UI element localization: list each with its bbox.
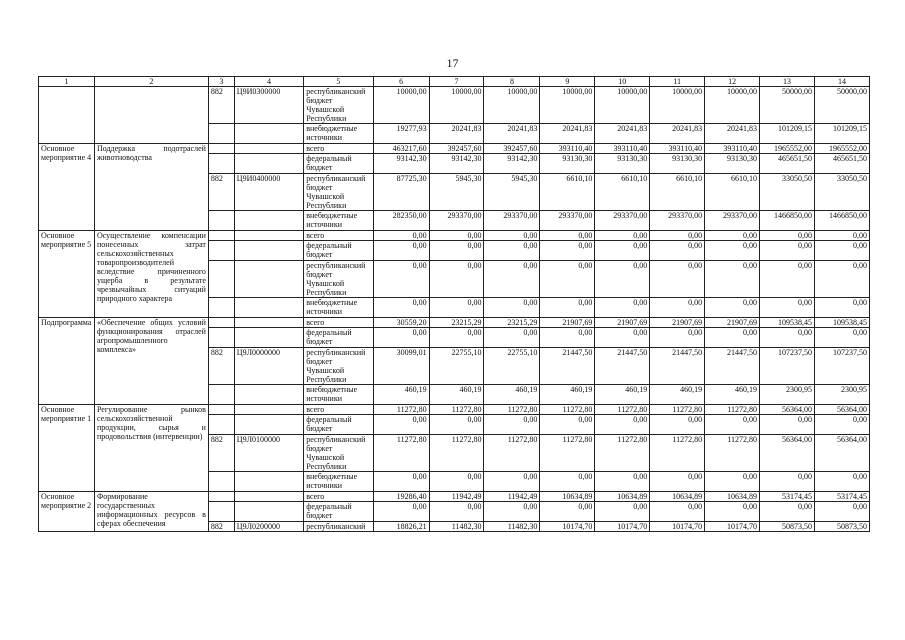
group-cell	[208, 415, 234, 435]
value-cell: 463217,60	[373, 144, 429, 154]
value-cell: 460,19	[705, 385, 760, 405]
value-cell: 0,00	[429, 261, 484, 298]
source-cell: внебюджетные источники	[304, 385, 373, 405]
value-cell: 109538,45	[814, 318, 869, 328]
value-cell: 107237,50	[760, 348, 815, 385]
value-cell: 460,19	[650, 385, 705, 405]
value-cell: 10000,00	[705, 87, 760, 124]
value-cell: 465651,50	[760, 154, 815, 174]
value-cell: 0,00	[595, 328, 650, 348]
value-cell: 0,00	[540, 502, 595, 522]
code-cell: Ц9И0300000	[234, 87, 303, 124]
value-cell: 0,00	[814, 231, 869, 241]
page-number: 17	[446, 56, 459, 70]
value-cell: 6610,10	[705, 174, 760, 211]
value-cell: 11272,80	[373, 405, 429, 415]
column-number-row	[39, 77, 870, 87]
table-row	[39, 492, 870, 502]
value-cell: 0,00	[760, 472, 815, 492]
group-cell	[208, 318, 234, 328]
value-cell: 10000,00	[540, 87, 595, 124]
code-cell	[234, 261, 303, 298]
code-cell	[234, 318, 303, 328]
value-cell: 2300,95	[760, 385, 815, 405]
table-row	[39, 318, 870, 328]
value-cell: 20241,83	[705, 124, 760, 144]
group-cell	[208, 298, 234, 318]
source-cell: федеральный бюджет	[304, 415, 373, 435]
value-cell: 93142,30	[429, 154, 484, 174]
value-cell: 0,00	[650, 231, 705, 241]
column-number: 3	[208, 77, 234, 87]
value-cell: 393110,40	[595, 144, 650, 154]
value-cell: 50000,00	[760, 87, 815, 124]
value-cell: 22755,10	[429, 348, 484, 385]
code-cell	[234, 328, 303, 348]
activity-name-cell: «Обеспечение общих условий функционирования отраслей агропромышленного комплекса»	[94, 318, 208, 405]
value-cell: 0,00	[540, 298, 595, 318]
activity-cell: Подпрограмма	[39, 318, 95, 405]
value-cell: 20241,83	[429, 124, 484, 144]
value-cell: 0,00	[814, 472, 869, 492]
value-cell: 0,00	[705, 502, 760, 522]
value-cell: 0,00	[814, 298, 869, 318]
value-cell: 0,00	[429, 241, 484, 261]
value-cell: 0,00	[595, 415, 650, 435]
value-cell: 11272,80	[540, 435, 595, 472]
value-cell: 6610,10	[650, 174, 705, 211]
column-number: 2	[94, 77, 208, 87]
column-number: 10	[595, 77, 650, 87]
source-cell: федеральный бюджет	[304, 328, 373, 348]
group-cell: 882	[208, 435, 234, 472]
code-cell: Ц9Л0100000	[234, 435, 303, 472]
value-cell: 0,00	[705, 328, 760, 348]
column-number: 13	[760, 77, 815, 87]
source-cell: внебюджетные источники	[304, 472, 373, 492]
code-cell	[234, 124, 303, 144]
value-cell: 101209,15	[814, 124, 869, 144]
value-cell: 0,00	[484, 328, 540, 348]
value-cell: 11482,30	[429, 522, 484, 532]
activity-cell: Основное мероприятие 5	[39, 231, 95, 318]
value-cell: 10174,70	[595, 522, 650, 532]
value-cell: 21447,50	[595, 348, 650, 385]
value-cell: 11272,80	[373, 435, 429, 472]
value-cell: 2300,95	[814, 385, 869, 405]
value-cell: 19286,40	[373, 492, 429, 502]
code-cell: Ц9Л0200000	[234, 522, 303, 532]
value-cell: 10174,70	[540, 522, 595, 532]
value-cell: 11272,80	[484, 405, 540, 415]
column-number: 9	[540, 77, 595, 87]
value-cell: 0,00	[760, 298, 815, 318]
value-cell: 10174,70	[705, 522, 760, 532]
value-cell: 21907,69	[650, 318, 705, 328]
value-cell: 10634,89	[650, 492, 705, 502]
value-cell: 0,00	[760, 415, 815, 435]
value-cell: 6610,10	[540, 174, 595, 211]
value-cell: 293370,00	[540, 211, 595, 231]
value-cell: 0,00	[650, 472, 705, 492]
value-cell: 50873,50	[760, 522, 815, 532]
source-cell: всего	[304, 144, 373, 154]
code-cell	[234, 154, 303, 174]
code-cell	[234, 298, 303, 318]
group-cell: 882	[208, 522, 234, 532]
value-cell: 0,00	[760, 502, 815, 522]
value-cell: 0,00	[760, 241, 815, 261]
value-cell: 23215,29	[429, 318, 484, 328]
column-number: 4	[234, 77, 303, 87]
value-cell: 10634,89	[595, 492, 650, 502]
value-cell: 21447,50	[540, 348, 595, 385]
value-cell: 10000,00	[595, 87, 650, 124]
value-cell: 11272,80	[595, 405, 650, 415]
value-cell: 0,00	[484, 241, 540, 261]
source-cell: всего	[304, 492, 373, 502]
value-cell: 0,00	[484, 298, 540, 318]
value-cell: 0,00	[373, 502, 429, 522]
code-cell	[234, 231, 303, 241]
group-cell	[208, 241, 234, 261]
code-cell	[234, 405, 303, 415]
value-cell: 0,00	[650, 241, 705, 261]
value-cell: 21447,50	[705, 348, 760, 385]
value-cell: 109538,45	[760, 318, 815, 328]
source-cell: федеральный бюджет	[304, 502, 373, 522]
value-cell: 1466850,00	[760, 211, 815, 231]
value-cell: 0,00	[705, 231, 760, 241]
value-cell: 56364,00	[760, 435, 815, 472]
value-cell: 0,00	[760, 328, 815, 348]
source-cell: внебюджетные источники	[304, 298, 373, 318]
value-cell: 0,00	[540, 261, 595, 298]
value-cell: 0,00	[429, 472, 484, 492]
group-cell	[208, 492, 234, 502]
table-row	[39, 231, 870, 241]
value-cell: 1965552,00	[760, 144, 815, 154]
value-cell: 0,00	[595, 231, 650, 241]
activity-name-cell: Регулирование рынков сельскохозяйственной продукции, сырья и продовольствия (интервенции)	[94, 405, 208, 492]
value-cell: 23215,29	[484, 318, 540, 328]
value-cell: 282350,00	[373, 211, 429, 231]
value-cell: 30559,20	[373, 318, 429, 328]
activity-cell: Основное мероприятие 4	[39, 144, 95, 231]
column-number: 7	[429, 77, 484, 87]
value-cell: 21907,69	[540, 318, 595, 328]
value-cell: 0,00	[760, 261, 815, 298]
activity-name-cell: Поддержка подотраслей животноводства	[94, 144, 208, 231]
value-cell: 0,00	[429, 328, 484, 348]
group-cell: 882	[208, 174, 234, 211]
value-cell: 50873,50	[814, 522, 869, 532]
value-cell: 18826,21	[373, 522, 429, 532]
activity-name-cell	[94, 87, 208, 144]
column-number: 8	[484, 77, 540, 87]
value-cell: 0,00	[595, 298, 650, 318]
code-cell: Ц9И0400000	[234, 174, 303, 211]
value-cell: 10000,00	[484, 87, 540, 124]
source-cell: республиканский бюджет Чувашской Республики	[304, 348, 373, 385]
value-cell: 30099,01	[373, 348, 429, 385]
value-cell: 0,00	[650, 328, 705, 348]
group-cell	[208, 405, 234, 415]
activity-cell: Основное мероприятие 1	[39, 405, 95, 492]
code-cell	[234, 241, 303, 261]
column-number: 5	[304, 77, 373, 87]
source-cell: республиканский бюджет Чувашской Республики	[304, 174, 373, 211]
column-number: 14	[814, 77, 869, 87]
value-cell: 0,00	[760, 231, 815, 241]
value-cell: 1965552,00	[814, 144, 869, 154]
value-cell: 5945,30	[484, 174, 540, 211]
group-cell	[208, 231, 234, 241]
value-cell: 11272,80	[429, 435, 484, 472]
group-cell: 882	[208, 87, 234, 124]
value-cell: 21907,69	[595, 318, 650, 328]
value-cell: 0,00	[705, 241, 760, 261]
code-cell: Ц9Л0000000	[234, 348, 303, 385]
value-cell: 0,00	[595, 472, 650, 492]
value-cell: 56364,00	[814, 435, 869, 472]
value-cell: 0,00	[484, 472, 540, 492]
value-cell: 0,00	[373, 231, 429, 241]
code-cell	[234, 385, 303, 405]
source-cell: всего	[304, 231, 373, 241]
group-cell: 882	[208, 348, 234, 385]
value-cell: 0,00	[484, 261, 540, 298]
group-cell	[208, 144, 234, 154]
value-cell: 293370,00	[429, 211, 484, 231]
value-cell: 0,00	[429, 231, 484, 241]
value-cell: 0,00	[595, 241, 650, 261]
source-cell: внебюджетные источники	[304, 124, 373, 144]
value-cell: 0,00	[373, 298, 429, 318]
source-cell: республиканский бюджет Чувашской Республики	[304, 87, 373, 124]
table-row	[39, 405, 870, 415]
value-cell: 10634,89	[540, 492, 595, 502]
value-cell: 11272,80	[429, 405, 484, 415]
value-cell: 0,00	[429, 502, 484, 522]
value-cell: 293370,00	[484, 211, 540, 231]
value-cell: 87725,30	[373, 174, 429, 211]
code-cell	[234, 492, 303, 502]
group-cell	[208, 261, 234, 298]
table-body	[39, 77, 870, 532]
value-cell: 0,00	[429, 415, 484, 435]
value-cell: 10000,00	[373, 87, 429, 124]
value-cell: 50000,00	[814, 87, 869, 124]
value-cell: 11272,80	[650, 435, 705, 472]
value-cell: 0,00	[484, 502, 540, 522]
value-cell: 93142,30	[484, 154, 540, 174]
value-cell: 393110,40	[705, 144, 760, 154]
value-cell: 0,00	[650, 502, 705, 522]
value-cell: 0,00	[650, 261, 705, 298]
value-cell: 460,19	[373, 385, 429, 405]
value-cell: 101209,15	[760, 124, 815, 144]
value-cell: 0,00	[595, 502, 650, 522]
value-cell: 10000,00	[429, 87, 484, 124]
source-cell: всего	[304, 318, 373, 328]
value-cell: 56364,00	[760, 405, 815, 415]
value-cell: 0,00	[540, 415, 595, 435]
value-cell: 0,00	[595, 261, 650, 298]
source-cell: всего	[304, 405, 373, 415]
value-cell: 19277,93	[373, 124, 429, 144]
value-cell: 0,00	[705, 261, 760, 298]
value-cell: 20241,83	[484, 124, 540, 144]
value-cell: 393110,40	[540, 144, 595, 154]
value-cell: 0,00	[814, 502, 869, 522]
group-cell	[208, 124, 234, 144]
value-cell: 460,19	[540, 385, 595, 405]
group-cell	[208, 211, 234, 231]
value-cell: 460,19	[429, 385, 484, 405]
value-cell: 6610,10	[595, 174, 650, 211]
code-cell	[234, 144, 303, 154]
value-cell: 53174,45	[760, 492, 815, 502]
table-row	[39, 144, 870, 154]
code-cell	[234, 502, 303, 522]
value-cell: 10000,00	[650, 87, 705, 124]
value-cell: 0,00	[705, 472, 760, 492]
value-cell: 93130,30	[540, 154, 595, 174]
value-cell: 11272,80	[705, 435, 760, 472]
column-number: 11	[650, 77, 705, 87]
value-cell: 460,19	[484, 385, 540, 405]
value-cell: 20241,83	[595, 124, 650, 144]
value-cell: 1466850,00	[814, 211, 869, 231]
value-cell: 10174,70	[650, 522, 705, 532]
value-cell: 0,00	[373, 472, 429, 492]
value-cell: 33050,50	[814, 174, 869, 211]
value-cell: 11272,80	[484, 435, 540, 472]
value-cell: 0,00	[429, 298, 484, 318]
value-cell: 0,00	[814, 261, 869, 298]
source-cell: федеральный бюджет	[304, 154, 373, 174]
value-cell: 93142,30	[373, 154, 429, 174]
value-cell: 0,00	[373, 415, 429, 435]
column-number: 1	[39, 77, 95, 87]
group-cell	[208, 472, 234, 492]
value-cell: 11272,80	[705, 405, 760, 415]
column-number: 6	[373, 77, 429, 87]
value-cell: 53174,45	[814, 492, 869, 502]
activity-cell: Основное мероприятие 2	[39, 492, 95, 532]
value-cell: 0,00	[540, 231, 595, 241]
value-cell: 11272,80	[540, 405, 595, 415]
source-cell: республиканский бюджет Чувашской Республики	[304, 261, 373, 298]
group-cell	[208, 328, 234, 348]
table-row	[39, 87, 870, 124]
activity-name-cell: Осуществление компенсации понесенных затрат сельскохозяйственных товаропроизводителей вследствие причиненного ущерба в результате чрезвычайных ситуаций природного характера	[94, 231, 208, 318]
value-cell: 293370,00	[595, 211, 650, 231]
value-cell: 0,00	[484, 415, 540, 435]
budget-table	[38, 76, 870, 532]
value-cell: 0,00	[373, 328, 429, 348]
group-cell	[208, 385, 234, 405]
value-cell: 0,00	[540, 328, 595, 348]
value-cell: 11482,30	[484, 522, 540, 532]
value-cell: 0,00	[814, 328, 869, 348]
value-cell: 11942,49	[429, 492, 484, 502]
value-cell: 0,00	[540, 472, 595, 492]
value-cell: 392457,60	[484, 144, 540, 154]
value-cell: 460,19	[595, 385, 650, 405]
code-cell	[234, 415, 303, 435]
value-cell: 393110,40	[650, 144, 705, 154]
value-cell: 11942,49	[484, 492, 540, 502]
value-cell: 0,00	[705, 298, 760, 318]
value-cell: 93130,30	[705, 154, 760, 174]
value-cell: 21907,69	[705, 318, 760, 328]
value-cell: 0,00	[650, 415, 705, 435]
group-cell	[208, 502, 234, 522]
value-cell: 93130,30	[650, 154, 705, 174]
value-cell: 20241,83	[540, 124, 595, 144]
value-cell: 0,00	[650, 298, 705, 318]
value-cell: 5945,30	[429, 174, 484, 211]
value-cell: 11272,80	[650, 405, 705, 415]
source-cell: республиканский бюджет Чувашской Республики	[304, 435, 373, 472]
value-cell: 392457,60	[429, 144, 484, 154]
column-number: 12	[705, 77, 760, 87]
source-cell: внебюджетные источники	[304, 211, 373, 231]
value-cell: 10634,89	[705, 492, 760, 502]
activity-name-cell: Формирование государственных информационных ресурсов в сферах обеспечения	[94, 492, 208, 532]
source-cell: республиканский	[304, 522, 373, 532]
value-cell: 93130,30	[595, 154, 650, 174]
value-cell: 20241,83	[650, 124, 705, 144]
value-cell: 465651,50	[814, 154, 869, 174]
group-cell	[208, 154, 234, 174]
value-cell: 0,00	[814, 415, 869, 435]
value-cell: 0,00	[814, 241, 869, 261]
activity-cell	[39, 87, 95, 144]
source-cell: федеральный бюджет	[304, 241, 373, 261]
value-cell: 11272,80	[595, 435, 650, 472]
code-cell	[234, 472, 303, 492]
value-cell: 107237,50	[814, 348, 869, 385]
value-cell: 0,00	[484, 231, 540, 241]
code-cell	[234, 211, 303, 231]
value-cell: 0,00	[373, 261, 429, 298]
value-cell: 21447,50	[650, 348, 705, 385]
value-cell: 293370,00	[650, 211, 705, 231]
value-cell: 293370,00	[705, 211, 760, 231]
value-cell: 0,00	[540, 241, 595, 261]
value-cell: 33050,50	[760, 174, 815, 211]
value-cell: 22755,10	[484, 348, 540, 385]
value-cell: 0,00	[373, 241, 429, 261]
value-cell: 0,00	[705, 415, 760, 435]
value-cell: 56364,00	[814, 405, 869, 415]
